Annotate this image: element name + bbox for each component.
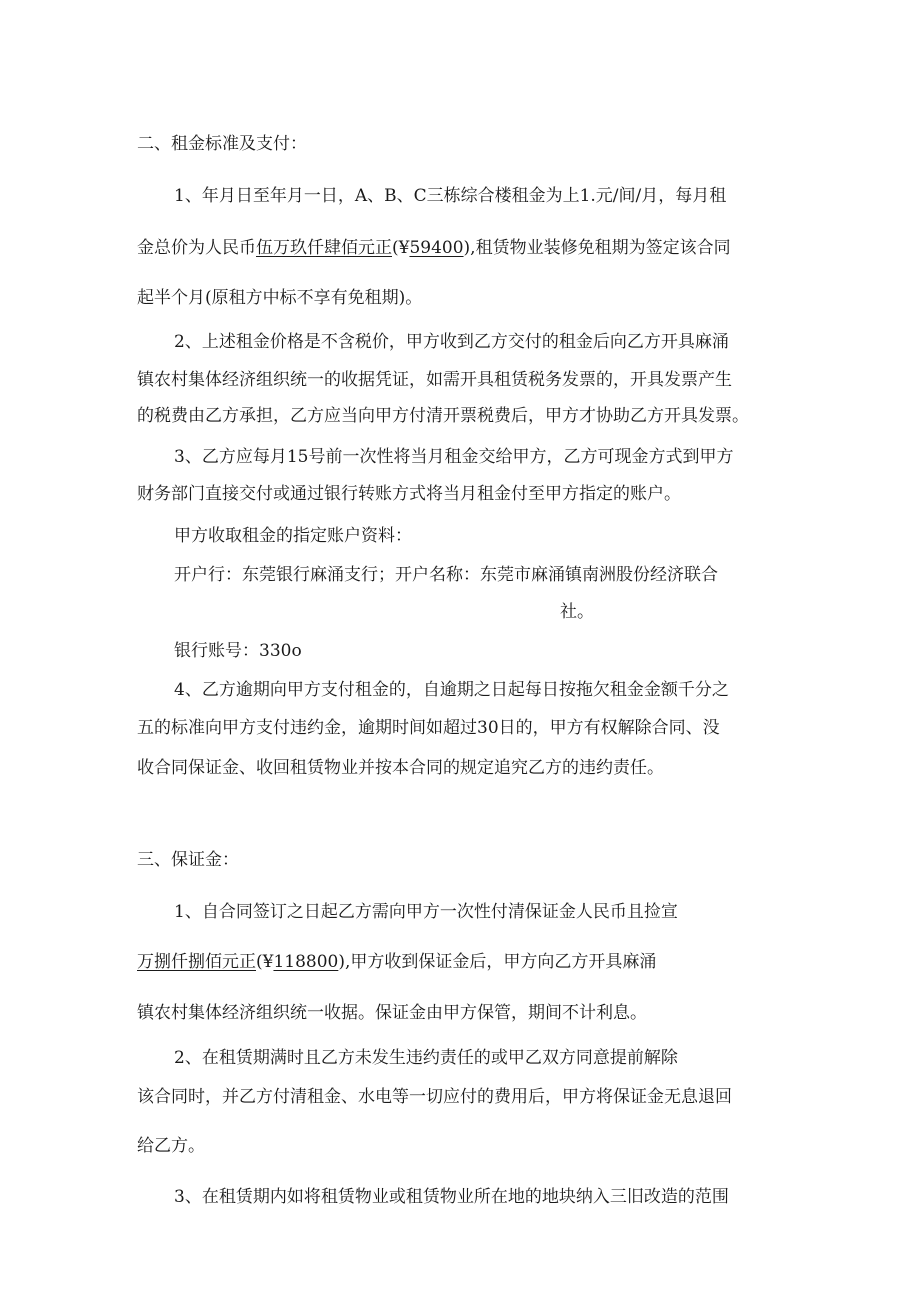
deposit-amount-number: 118800	[273, 952, 339, 972]
s3-item2-line1: 2、在租赁期满时且乙方未发生违约责任的或甲乙双方同意提前解除	[174, 1048, 678, 1068]
rent-amount-words: 伍万玖仟肆佰元正	[256, 238, 392, 258]
section-2-heading: 二、租金标准及支付：	[137, 134, 307, 154]
s2-item2-line2: 镇农村集体经济组织统一的收据凭证，如需开具租赁税务发票的，开具发票产生	[137, 370, 732, 390]
section-3-heading: 三、保证金：	[137, 850, 239, 870]
deposit-amount-num-pre: (¥	[256, 952, 274, 972]
account-bank-line-wrap: 社。	[560, 602, 594, 622]
s2-item4-line3: 收合同保证金、收回租赁物业并按本合同的规定追究乙方的违约责任。	[137, 758, 664, 778]
s2-item1-line2-pre: 金总价为人民币	[137, 238, 256, 258]
account-number: 银行账号：330o	[174, 641, 302, 661]
s3-item2-line2: 该合同时，并乙方付清租金、水电等一切应付的费用后，甲方将保证金无息退回	[137, 1087, 732, 1107]
s2-item2-line1: 2、上述租金价格是不含税价，甲方收到乙方交付的租金后向乙方开具麻涌	[174, 332, 729, 352]
rent-amount-num-pre: (¥	[392, 238, 410, 258]
s2-item1-line2-post: ),租赁物业装修免租期为签定该合同	[463, 238, 731, 258]
s2-item2-line3: 的税费由乙方承担，乙方应当向甲方付清开票税费后，甲方才协助乙方开具发票。	[137, 406, 749, 426]
s3-item1-line2	[137, 950, 656, 974]
s2-item1-line2	[137, 236, 731, 260]
s3-item1-line1: 1、自合同签订之日起乙方需向甲方一次性付清保证金人民币且捡宣	[174, 902, 678, 922]
s3-item2-line3: 给乙方。	[137, 1136, 205, 1156]
s3-item1-line2-post: ),甲方收到保证金后，甲方向乙方开具麻涌	[338, 952, 657, 972]
s2-item3-line2: 财务部门直接交付或通过银行转账方式将当月租金付至甲方指定的账户。	[137, 484, 681, 504]
s2-item1-line3: 起半个月(原租方中标不享有免租期)。	[137, 288, 423, 308]
deposit-amount-words: 万捌仟捌佰元正	[137, 952, 256, 972]
account-bank-line: 开户行：东莞银行麻涌支行；开户名称：东莞市麻涌镇南洲股份经济联合	[174, 565, 718, 585]
s2-item1-line1: 1、年月日至年月一日，A、B、C三栋综合楼租金为上1.元/间/月，每月租	[174, 186, 727, 206]
account-title: 甲方收取租金的指定账户资料：	[174, 526, 412, 546]
s2-item3-line1: 3、乙方应每月15号前一次性将当月租金交给甲方，乙方可现金方式到甲方	[174, 447, 734, 467]
s2-item4-line1: 4、乙方逾期向甲方支付租金的，自逾期之日起每日按拖欠租金金额千分之	[174, 680, 729, 700]
s2-item4-line2: 五的标准向甲方支付违约金，逾期时间如超过30日的，甲方有权解除合同、没	[137, 718, 720, 738]
s3-item3-line1: 3、在租赁期内如将租赁物业或租赁物业所在地的地块纳入三旧改造的范围	[174, 1187, 729, 1207]
rent-amount-number: 59400	[409, 238, 464, 258]
s3-item1-line3: 镇农村集体经济组织统一收据。保证金由甲方保管，期间不计利息。	[137, 1003, 647, 1023]
